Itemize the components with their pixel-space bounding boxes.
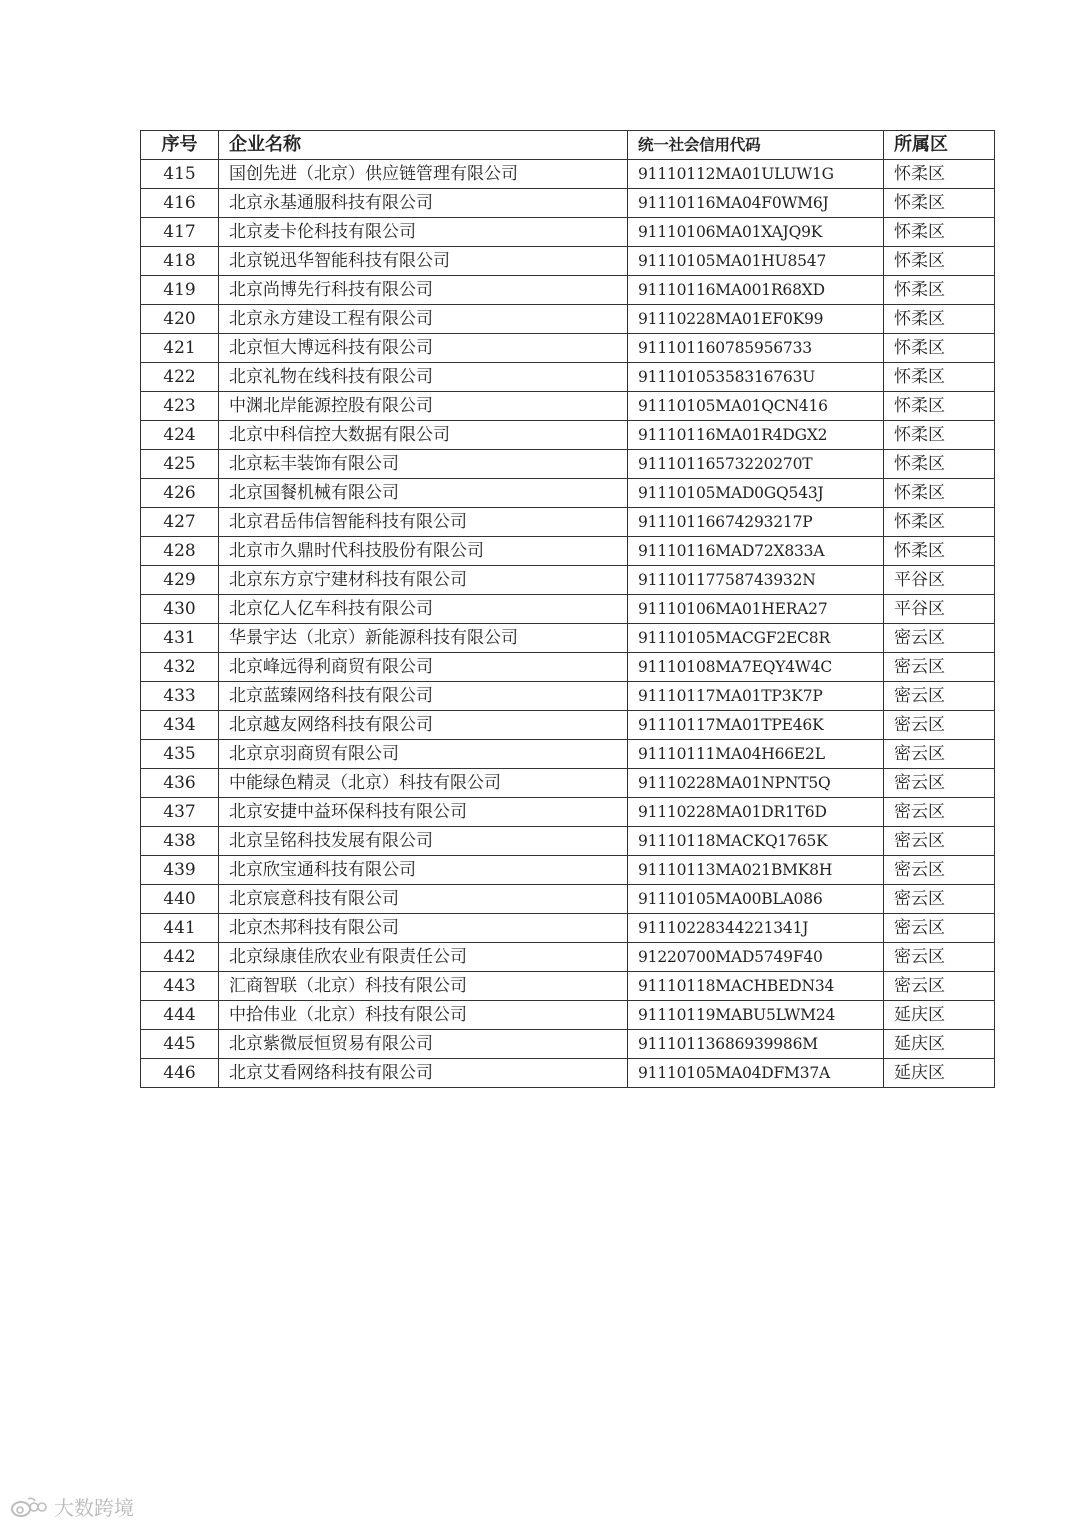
cell-no: 427 [141,508,219,537]
cell-district: 密云区 [884,740,995,769]
table-row [141,189,995,218]
cell-district: 怀柔区 [884,508,995,537]
cell-no: 425 [141,450,219,479]
cell-company-name: 北京宸意科技有限公司 [219,885,628,914]
cell-district: 怀柔区 [884,160,995,189]
cell-district: 怀柔区 [884,334,995,363]
table-row [141,653,995,682]
cell-company-name: 北京国餐机械有限公司 [219,479,628,508]
cell-credit-code: 91110106MA01HERA27 [628,595,884,624]
cell-company-name: 北京东方京宁建材科技有限公司 [219,566,628,595]
table-row [141,595,995,624]
cell-credit-code: 91110117MA01TPE46K [628,711,884,740]
cell-credit-code: 91110116674293217P [628,508,884,537]
cell-credit-code: 91110116573220270T [628,450,884,479]
cell-district: 密云区 [884,653,995,682]
cell-company-name: 北京京羽商贸有限公司 [219,740,628,769]
cell-company-name: 北京紫微辰恒贸易有限公司 [219,1030,628,1059]
cell-credit-code: 91110108MA7EQY4W4C [628,653,884,682]
table-row [141,682,995,711]
cell-district: 密云区 [884,885,995,914]
cell-no: 439 [141,856,219,885]
table-row [141,566,995,595]
cell-no: 438 [141,827,219,856]
cell-district: 密云区 [884,943,995,972]
table-row [141,769,995,798]
cell-no: 419 [141,276,219,305]
header-no: 序号 [141,131,219,160]
cell-district: 密云区 [884,624,995,653]
table-header-row [141,131,995,160]
cell-district: 怀柔区 [884,276,995,305]
table-row [141,305,995,334]
table-row [141,943,995,972]
cell-credit-code: 91110117MA01TP3K7P [628,682,884,711]
cell-credit-code: 91110118MACKQ1765K [628,827,884,856]
table-row [141,1030,995,1059]
table-row [141,450,995,479]
cell-no: 435 [141,740,219,769]
cell-district: 怀柔区 [884,189,995,218]
cell-company-name: 汇商智联（北京）科技有限公司 [219,972,628,1001]
cell-credit-code: 91110117758743932N [628,566,884,595]
cell-company-name: 中拾伟业（北京）科技有限公司 [219,1001,628,1030]
cell-credit-code: 91110111MA04H66E2L [628,740,884,769]
cell-district: 怀柔区 [884,392,995,421]
cell-company-name: 中渊北岸能源控股有限公司 [219,392,628,421]
cell-credit-code: 91110119MABU5LWM24 [628,1001,884,1030]
cell-credit-code: 91110105MA04DFM37A [628,1059,884,1088]
cell-company-name: 北京麦卡伦科技有限公司 [219,218,628,247]
cell-credit-code: 91110116MA01R4DGX2 [628,421,884,450]
cell-company-name: 北京尚博先行科技有限公司 [219,276,628,305]
cell-company-name: 北京绿康佳欣农业有限责任公司 [219,943,628,972]
cell-credit-code: 91110228344221341J [628,914,884,943]
table-row [141,972,995,1001]
cell-district: 平谷区 [884,595,995,624]
cell-no: 421 [141,334,219,363]
cell-company-name: 北京安捷中益环保科技有限公司 [219,798,628,827]
cell-district: 密云区 [884,827,995,856]
table-row [141,479,995,508]
cell-company-name: 北京欣宝通科技有限公司 [219,856,628,885]
table-row [141,624,995,653]
cell-no: 444 [141,1001,219,1030]
company-table [140,130,995,1088]
cell-company-name: 华景宇达（北京）新能源科技有限公司 [219,624,628,653]
table-row [141,885,995,914]
cell-company-name: 北京锐迅华智能科技有限公司 [219,247,628,276]
cell-company-name: 北京市久鼎时代科技股份有限公司 [219,537,628,566]
cell-credit-code: 91110105MA00BLA086 [628,885,884,914]
cell-company-name: 北京亿人亿车科技有限公司 [219,595,628,624]
cell-credit-code: 91110106MA01XAJQ9K [628,218,884,247]
cell-credit-code: 911101160785956733 [628,334,884,363]
cell-district: 密云区 [884,856,995,885]
table-row [141,798,995,827]
cell-district: 密云区 [884,711,995,740]
cell-credit-code: 91110228MA01NPNT5Q [628,769,884,798]
cell-company-name: 北京耘丰装饰有限公司 [219,450,628,479]
cell-district: 密云区 [884,914,995,943]
cell-no: 442 [141,943,219,972]
table-row [141,508,995,537]
cell-district: 怀柔区 [884,218,995,247]
cell-no: 422 [141,363,219,392]
cell-district: 密云区 [884,682,995,711]
table-row [141,334,995,363]
cell-district: 怀柔区 [884,537,995,566]
table-row [141,827,995,856]
cell-no: 434 [141,711,219,740]
cell-company-name: 北京礼物在线科技有限公司 [219,363,628,392]
table-row [141,914,995,943]
cell-no: 424 [141,421,219,450]
cell-no: 441 [141,914,219,943]
cell-district: 延庆区 [884,1001,995,1030]
cell-district: 密云区 [884,972,995,1001]
table-row [141,856,995,885]
cell-credit-code: 91220700MAD5749F40 [628,943,884,972]
cell-credit-code: 91110116MA001R68XD [628,276,884,305]
cell-credit-code: 91110113MA021BMK8H [628,856,884,885]
table-row [141,1059,995,1088]
table-row [141,537,995,566]
cell-credit-code: 91110105MA01HU8547 [628,247,884,276]
cell-no: 428 [141,537,219,566]
cell-company-name: 北京呈铭科技发展有限公司 [219,827,628,856]
cell-no: 446 [141,1059,219,1088]
watermark-text: 大数跨境 [54,1496,134,1520]
cell-no: 426 [141,479,219,508]
cell-credit-code: 91110116MA04F0WM6J [628,189,884,218]
cell-district: 密云区 [884,798,995,827]
header-name: 企业名称 [219,131,628,160]
cell-company-name: 北京蓝臻网络科技有限公司 [219,682,628,711]
cell-no: 415 [141,160,219,189]
cell-no: 420 [141,305,219,334]
cell-no: 445 [141,1030,219,1059]
cell-district: 怀柔区 [884,421,995,450]
cell-credit-code: 91110228MA01DR1T6D [628,798,884,827]
cell-company-name: 北京永方建设工程有限公司 [219,305,628,334]
cell-credit-code: 91110105358316763U [628,363,884,392]
cell-district: 怀柔区 [884,247,995,276]
table-row [141,711,995,740]
table-row [141,218,995,247]
table-row [141,421,995,450]
cell-credit-code: 91110105MAD0GQ543J [628,479,884,508]
cell-company-name: 北京中科信控大数据有限公司 [219,421,628,450]
cell-no: 433 [141,682,219,711]
cell-district: 延庆区 [884,1030,995,1059]
cell-no: 417 [141,218,219,247]
cell-company-name: 北京君岳伟信智能科技有限公司 [219,508,628,537]
cell-company-name: 北京永基通服科技有限公司 [219,189,628,218]
table-row [141,276,995,305]
table-row [141,1001,995,1030]
cell-company-name: 北京峰远得利商贸有限公司 [219,653,628,682]
cell-credit-code: 91110113686939986M [628,1030,884,1059]
cell-no: 423 [141,392,219,421]
cell-no: 432 [141,653,219,682]
cell-credit-code: 91110228MA01EF0K99 [628,305,884,334]
table-row [141,740,995,769]
header-district: 所属区 [884,131,995,160]
header-code: 统一社会信用代码 [628,131,884,160]
cell-district: 怀柔区 [884,363,995,392]
cell-district: 怀柔区 [884,479,995,508]
cell-district: 密云区 [884,769,995,798]
cell-company-name: 中能绿色精灵（北京）科技有限公司 [219,769,628,798]
cell-credit-code: 91110105MA01QCN416 [628,392,884,421]
table-row [141,363,995,392]
table-body [141,160,995,1088]
cell-no: 416 [141,189,219,218]
cell-district: 延庆区 [884,1059,995,1088]
weibo-logo-icon [10,1495,48,1519]
cell-credit-code: 91110105MACGF2EC8R [628,624,884,653]
cell-company-name: 国创先进（北京）供应链管理有限公司 [219,160,628,189]
cell-no: 436 [141,769,219,798]
cell-credit-code: 91110118MACHBEDN34 [628,972,884,1001]
table-row [141,247,995,276]
cell-company-name: 北京杰邦科技有限公司 [219,914,628,943]
cell-company-name: 北京越友网络科技有限公司 [219,711,628,740]
cell-district: 怀柔区 [884,450,995,479]
cell-no: 431 [141,624,219,653]
table-row [141,160,995,189]
watermark [10,1492,134,1521]
cell-no: 440 [141,885,219,914]
cell-no: 443 [141,972,219,1001]
cell-credit-code: 91110116MAD72X833A [628,537,884,566]
cell-no: 429 [141,566,219,595]
cell-no: 437 [141,798,219,827]
cell-credit-code: 91110112MA01ULUW1G [628,160,884,189]
cell-company-name: 北京恒大博远科技有限公司 [219,334,628,363]
cell-no: 430 [141,595,219,624]
cell-district: 怀柔区 [884,305,995,334]
cell-district: 平谷区 [884,566,995,595]
cell-company-name: 北京艾看网络科技有限公司 [219,1059,628,1088]
table-row [141,392,995,421]
cell-no: 418 [141,247,219,276]
